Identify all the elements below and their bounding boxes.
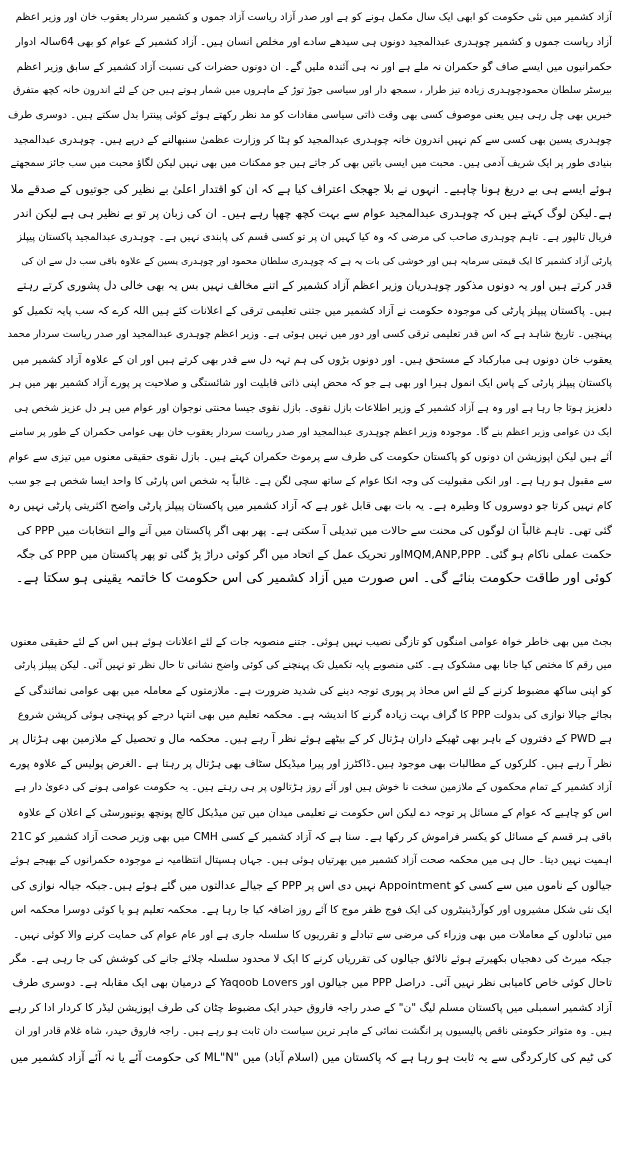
text-line: پاکستان پیپلز پارٹی کے پاس ایک انمول ہیرا اور بھی ہے جو کہ محض اپنی ذاتی قابلیت اور شائستگی و صلاحیت پر پورے آزاد کشمیر بھر میں ہر xyxy=(9,378,612,390)
text-line: ایک نئی شکل مشیروں اور کوآرڈینیٹروں کی ایک فوج ظفر موج کا آئے روز اضافہ کیا جا رہا ہے۔ محکمہ تعلیم ہو یا کوئی دوسرا محکمہ اس xyxy=(10,904,612,917)
text-line: تاحال کوئی خاص کامیابی نظر نہیں آئی۔ دراصل PPP میں جیالوں اور Yaqoob Lovers کے درمیان بھی ایک مقابلہ ہے۔ دوسری طرف xyxy=(12,976,612,990)
text-line: ایک دن عوامی وزیر اعظم بنے گا۔ موجودہ وزیر اعظم چوہدری عبدالمجید اور صدر ریاست سردار یعقوب خان بھی عوامی حکمران کے طور پر سامنے xyxy=(9,426,612,438)
text-line: سے مقبول ہو رہا ہے۔ اور انکی مقبولیت کی وجہ انکا عوام کے ساتھ سچی لگن ہے۔ غالباً یہ شخص اس پارٹی کا واحد ایسا شخص ہے جو سب xyxy=(8,475,612,487)
text-line: ہیں۔ وہ متواتر حکومتی ناقص پالیسیوں پر انگشت نمائی کے ماہر ترین سیاست دان ثابت ہو رہے ہیں۔ راجہ فاروق حیدر، شاہ غلام قادر اور ان xyxy=(14,1026,612,1038)
text-line: بیرسٹر سلطان محمودچوہدری زیادہ تیز طرار ، سمجھ دار اور سیاسی جوڑ توڑ کے ماہروں میں شمار ہوتے ہیں جن کے لئے اندرون خانہ کچھ متفرق xyxy=(12,85,612,97)
text-line: آئے ہیں لیکن اپوزیشن ان دونوں کو پاکستان حکومت کی طرف سے پرموٹ حکمران کہتے ہیں۔ بازل نقوی حقیقی معنوں میں تیزی سے عوام xyxy=(8,451,612,464)
text-line: کام نہیں کرتا جو دوسروں کا وطیرہ ہے۔ یہ بات بھی قابل غور ہے کہ آزاد کشمیر میں پاکستان پیپلز پارٹی واضح اکثریتی پارٹی نہیں رہ xyxy=(8,499,612,513)
text-line: پہنچیں۔ تاریخ شاہد ہے کہ اس قدر تعلیمی ترقی کسی اور دور میں نہیں ہوئی ہے۔ وزیر اعظم چوہدری عبدالمجید اور صدر ریاست سردار محمد xyxy=(8,329,612,341)
text-line: آزاد کشمیر اسمبلی میں پاکستان مسلم لیگ "ن" کے صدر راجہ فاروق حیدر ایک مضبوط چٹان کی طرف اپوزیشن لیڈر کا کردار ادا کر رہے xyxy=(8,1001,612,1014)
text-line: آزاد کشمیر میں نئی حکومت کو ابھی ایک سال مکمل ہونے کو ہے اور صدر آزاد ریاست آزاد جموں و کشمیر سردار یعقوب خان اور وزیر اعظم xyxy=(15,12,612,23)
text-line: اس کو چاہیے کہ عوام کے مسائل پر توجہ دے لیکن اس حکومت نے تعلیمی میدان میں تین میڈیکل کالج پونچھ یونیورسٹی کے اعلان کے علاوہ xyxy=(17,806,612,819)
text-line: یعقوب خان دونوں ہی مبارکباد کے مستحق ہیں۔ اور دونوں بڑوں کی ہم تہہ دل سے قدر بھی کرتے ہیں اور ان کے علاوہ آزاد کشمیر میں xyxy=(12,353,612,366)
text-line: آزاد ریاست جموں و کشمیر چوہدری عبدالمجید دونوں ہی سیدھے سادے اور مخلص انسان ہیں۔ آزاد کشمیر کے عوام کو بھی 64سالہ ادوار xyxy=(15,36,612,49)
text-line: آزاد کشمیر کے تمام محکموں کے ملازمین سخت نا خوش ہیں اور آئے روز ہڑتالوں پر ہی رہتے ہیں۔ یہ حکومت عوامی ہونے کی دعویٰ دار ہے xyxy=(14,782,612,794)
text-line: میں تبادلوں کے معاملات میں بھی وزراء کی مرضی سے تبادلے و تقرریوں کا سلسلہ جاری ہے اور عام عوام کی حمایت کرنے والا کوئی نہیں۔ xyxy=(13,928,612,941)
text-line: قدر کرتے ہیں اور یہ دونوں مذکور چوہدریان وزیر اعظم آزاد کشمیر کے اتنے مخالف نہیں بس یہ بھی خالی دل پشوری کرتے رہتے xyxy=(16,279,612,293)
text-line: بنیادی طور پر ایک شریف آدمی ہیں۔ محبت میں ایسی باتیں بھی کر جاتے ہیں جو ممکنات میں بھی نہیں لیکن لگاؤ محبت میں سب جائز سمجھتے xyxy=(10,158,612,170)
text-line: خبریں بھی چل رہی ہیں یعنی موصوف کسی بھی وقت ذاتی سیاسی مفادات کو مد نظر رکھتے ہوئے کوئی پینترا بدل سکتے ہیں۔ دوسری طرف xyxy=(8,109,612,121)
text-line: نظر آ رہے ہیں۔ کلرکوں کے مطالبات بھی موجود ہیں۔ڈاکٹرز اور پیرا میڈیکل سٹاف بھی ہڑتال پر رہتا ہے ۔الغرض پولیس کے علاوہ پورے xyxy=(10,757,612,770)
article-paragraph-1 xyxy=(8,6,612,592)
text-line: ہے۔لیکن لوگ کہتے ہیں کہ چوہدری عبدالمجید عوام سے بہت کچھ چھپا رہے ہیں۔ ان کی زبان پر تو بے نظیر ہی ہے لیکن اندر xyxy=(14,206,612,221)
text-line: باقی ہر قسم کے مسائل کو یکسر فراموش کر رکھا ہے۔ سنا ہے کہ آزاد کشمیر کے کسی CMH میں بھی وزیر صحت آزاد کشمیر کو 21C xyxy=(10,831,612,843)
text-line: فریال تالپور ہے۔ تاہم چوہدری صاحب کی مرضی کہ وہ کیا کہیں ان پر تو کسی قسم کی پابندی نہیں ہے۔ چوہدری عبدالمجید پاکستان پیپلز xyxy=(17,231,612,243)
text-line: چوہدری یسین بھی کسی سے کم نہیں اندرون خانہ چوہدری عبدالمجید کو ہٹا کر وزارت عظمیٰ سنبھالنے کے درپے ہیں۔ چوہدری عبدالمجید xyxy=(13,134,612,147)
text-line: ہے PWD کے دفتروں کے باہر بھی ٹھیکے داران ہڑتال کر کے بیٹھے ہوئے نظر آ رہے ہیں۔ محکمہ مال و تحصیل کے ملازمین بھی ہڑتال پر xyxy=(9,732,612,746)
article-paragraph-2 xyxy=(8,630,612,1069)
text-line: ہیں۔ پاکستان پیپلز پارٹی کی موجودہ حکومت نے آزاد کشمیر میں جتنی تعلیمی ترقی کے اعلانات کئے ہیں اللہ کرے کہ سب پایہ تکمیل کو xyxy=(12,304,612,317)
text-line: گئی تھی۔ تاہم غالباً ان لوگوں کی محنت سے حالات میں تبدیلی آ سکتی ہے۔ پھر بھی اگر پاکستان میں آنے والے انتخابات میں PPP کی xyxy=(17,523,612,537)
text-line: میں رقم کا مختص کیا جانا بھی مشکوک ہے۔ کئی منصوبے پایہ تکمیل تک پہنچنے کی کوئی واضح نشانی تا حال نظر تو نہیں آئی۔ لیکن پیپلز پارٹی xyxy=(14,660,612,672)
text-line: کو اپنی ساکھ مضبوط کرنے کے لئے اس محاذ پر پوری توجہ دینے کی شدید ضرورت ہے۔ ملازمتوں کے معاملہ میں بھی عوامی نمائندگی کے xyxy=(14,684,612,697)
text-line: حکمت عملی ناکام ہو گئی۔ MQM,ANP,PPPاور تحریک عمل کے اتحاد میں اگر کوئی دراڑ پڑ گئی تو پھر پاکستان میں PPP کی جگہ xyxy=(16,547,612,561)
text-line: جیالوں کے ناموں میں سے کسی کو Appointment نہیں دی اس پر PPP کے جیالے عدالتوں میں گئے ہوئے ہیں۔جبکہ جیالہ نوازی کی xyxy=(11,878,612,892)
text-line: ہوئے ایسے ہی بے دریغ ہونا چاہیے۔ انہوں نے بلا جھجک اعتراف کیا ہے کہ ان کو اقتدار اعلیٰ بے نظیر کی جوتیوں کے صدقے ملا xyxy=(10,181,612,196)
text-line: کوئی اور طاقت حکومت بنائے گی۔ اس صورت میں آزاد کشمیر کی اس حکومت کا خاتمہ یقینی ہو سکتا ہے۔ xyxy=(15,571,612,587)
text-line: کی ٹیم کی کارکردگی سے یہ ثابت ہو رہا ہے کہ پاکستان میں (اسلام آباد) میں "ML"N کی حکومت آئے یا نہ آئے آزاد کشمیر میں xyxy=(10,1049,612,1064)
text-line: اہمیت نہیں دیتا۔ حال ہی میں محکمہ صحت آزاد کشمیر میں بھرتیاں ہوئی ہیں۔ جہاں ہسپتال انتظامیہ نے موجودہ حکمرانوں کے بھیجے ہوئے xyxy=(9,855,612,867)
text-line: بجائے جیالا نوازی کی بدولت PPP کا گراف بہت زیادہ گرنے کا اندیشہ ہے۔ محکمہ تعلیم میں بھی انتہا درجے کو پہنچی ہوئی کرپشن شروع xyxy=(17,708,612,721)
text-line: بجٹ میں بھی خاطر خواہ عوامی امنگوں کو تازگی نصیب نہیں ہوئی۔ جتنے منصوبہ جات کے لئے اعلانات ہوئے ہیں اس کے لئے حقیقی معنوں xyxy=(10,635,612,648)
text-line: حکمرانیوں میں ایسے صاف گو حکمران نہ ملے ہے اور نہ ہی آئندہ ملیں گے۔ ان دونوں حضرات کی نسبت آزاد کشمیر کے سابق وزیر اعظم xyxy=(16,60,612,73)
paragraph-gap xyxy=(8,592,612,630)
text-line: جبکہ میرٹ کی دھجیاں بکھیرتے ہوئے نالائق جیالوں کی تقرریاں کرنے کا ایک لا محدود سلسلہ چلائے جانے کی کوشش کی جا رہی ہے۔ مگر xyxy=(9,953,612,966)
text-line: پارٹی آزاد کشمیر کا ایک قیمتی سرمایہ ہیں اور خوشی کی بات یہ ہے کہ چوہدری سلطان محمود اور چوہدری یسین کے علاوہ باقی سب دل سے ان کی xyxy=(21,256,612,268)
text-line: دلعزیز ہوتا جا رہا ہے اور وہ ہے آزاد کشمیر کے وزیر اطلاعات بازل نقوی۔ بازل نقوی جیسا محنتی نوجوان اور عوام میں ہر دل عزیز شخص ہی xyxy=(14,402,612,414)
